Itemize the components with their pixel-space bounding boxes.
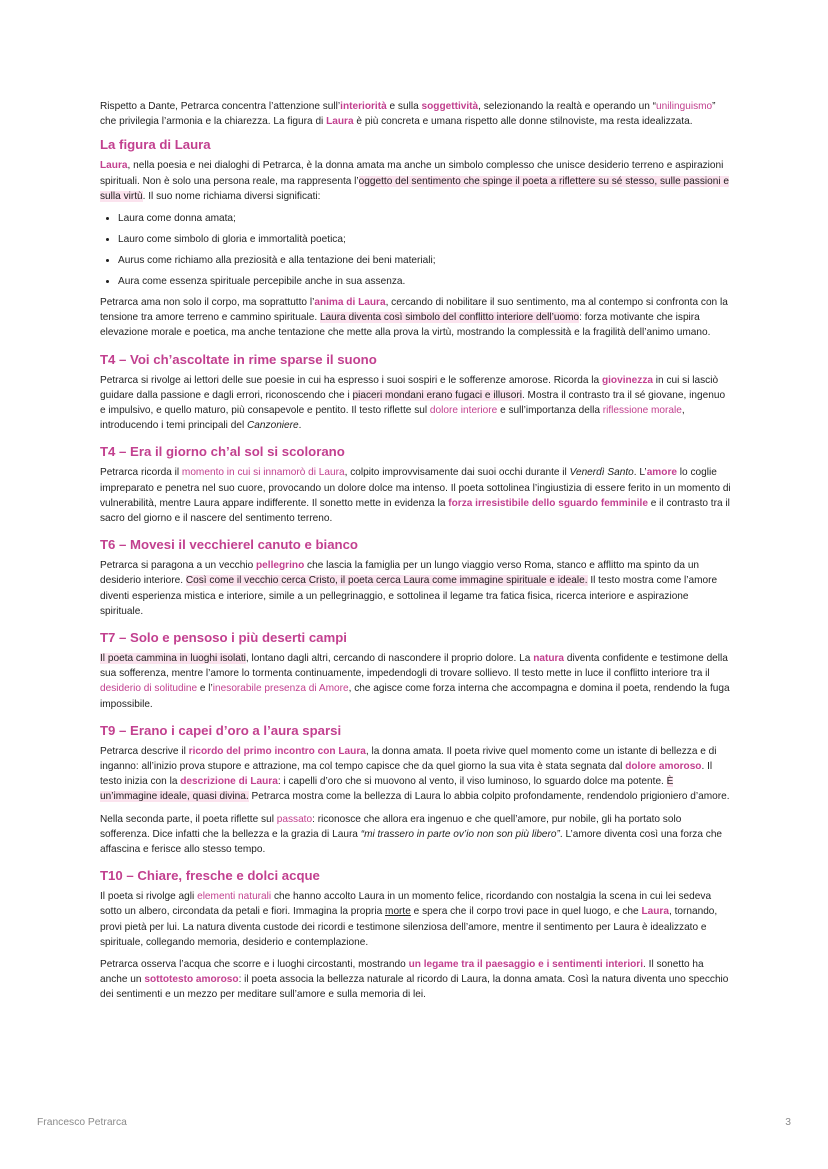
t6-paragraph: Petrarca si paragona a un vecchio pellegrino che lascia la famiglia per un lungo viaggio verso Roma, stanco e afflitto ma spinto da un desiderio interiore. Così come il vecchio cerca Cristo, il poeta cerca Laura come immagine spirituale e ideale. Il testo mostra come l’amore diventi esperienza mistica e interiore, simile a un pellegrinaggio, e sottolinea il legame tra fatica fisica, ricerca interiore e aspirazione spirituale. [100, 560, 718, 617]
list-item: • Aura come essenza spirituale percepibile anche in sua assenza. [118, 274, 732, 289]
t4-era-paragraph: Petrarca ricorda il momento in cui si innamorò di Laura, colpito improvvisamente dai suoi occhi durante il Venerdì Santo. L’amore lo coglie impreparato e penetra nel suo cuore, provocando un dolore dolce ma intenso. Il poeta sottolinea l’ingiustizia di essere ferito in un momento di vulnerabilità, mentre Laura appare indifferente. Il sonetto mette in evidenza la forza irresistibile dello sguardo femminile e il contrasto tra il sacro del giorno e il nascere del sentimento terreno. [100, 467, 731, 524]
laura-paragraph-1: Laura, nella poesia e nei dialoghi di Petrarca, è la donna amata ma anche un simbolo complesso che unisce desiderio terreno e aspirazioni spirituali. Non è solo una persona reale, ma rappresenta l’oggetto del sentimento che spinge il poeta a riflettere su sé stesso, sulle passioni e sulla virtù. Il suo nome richiama diversi significati: [100, 160, 729, 202]
t4-voi-paragraph: Petrarca si rivolge ai lettori delle sue poesie in cui ha espresso i suoi sospiri e le sofferenze amorose. Ricorda la giovinezza in cui si lasciò guidare dalla passione e dagli errori, riconoscendo che i piaceri mondani erano fugaci e illusori. Mostra il contrasto tra il sé giovane, ingenuo e impulsivo, e quello maturo, più consapevole e pentito. Il testo riflette sul dolore interiore e sull’importanza della riflessione morale, introducendo i temi principali del Canzoniere. [100, 374, 726, 432]
list-item: • Laura come donna amata; [118, 211, 732, 226]
t9-paragraph-1: Petrarca descrive il ricordo del primo incontro con Laura, la donna amata. Il poeta rivive quel momento come un istante di bellezza e di inganno: all’inizio prova stupore e attrazione, ma col tempo capisce che da quel giorno la sua vita è stata segnata dal dolore amoroso. Il testo inizia con la descrizione di Laura: i capelli d’oro che si muovono al vento, il viso luminoso, lo sguardo dolce ma potente. È un’immagine ideale, quasi divina. Petrarca mostra come la bellezza di Laura lo abbia colpito profondamente, rendendolo prigioniero d’amore. [100, 745, 730, 803]
section-heading-t9: T9 – Erano i capei d’oro a l’aura sparsi [100, 722, 342, 738]
section-heading-t6: T6 – Movesi il vecchierel canuto e bianco [100, 537, 358, 553]
t9-paragraph-2: Nella seconda parte, il poeta riflette sul passato: riconosce che allora era ingenuo e che quell’amore, pur nobile, gli ha portato solo sofferenza. Dice infatti che la bellezza e la grazia di Laura “mi trassero in parte ov’io non son più libero”. L’amore diventa così una forza che affascina e ferisce allo stesso tempo. [100, 813, 723, 855]
list-item: • Lauro come simbolo di gloria e immortalità poetica; [118, 232, 732, 247]
t10-paragraph-2: Petrarca osserva l’acqua che scorre e i luoghi circostanti, mostrando un legame tra il paesaggio e i sentimenti interiori. Il sonetto ha anche un sottotesto amoroso: il poeta associa la bellezza naturale al ricordo di Laura, la donna amata. Così la natura diventa uno specchio dei sentimenti e un mezzo per meditare sull’amore e sulla memoria di lei. [100, 958, 729, 1001]
list-item: • Aurus come richiamo alla preziosità e alla tentazione dei beni materiali; [118, 253, 732, 268]
intro-paragraph: Rispetto a Dante, Petrarca concentra l’attenzione sull’interiorità e sulla soggettività, selezionando la realtà e operando un “unilinguismo” che privilegia l’armonia e la chiarezza. La figura di Laura è più concreta e umana rispetto alle donne stilnoviste, ma resta idealizzata. [100, 101, 716, 128]
page-number: 3 [785, 1117, 791, 1128]
laura-meanings-list [100, 211, 732, 289]
section-heading-t10: T10 – Chiare, fresche e dolci acque [100, 868, 320, 884]
section-heading-t7: T7 – Solo e pensoso i più deserti campi [100, 629, 347, 645]
section-heading-laura: La figura di Laura [100, 137, 211, 153]
section-heading-t4-era: T4 – Era il giorno ch’al sol si scolorano [100, 444, 345, 460]
laura-paragraph-2: Petrarca ama non solo il corpo, ma soprattutto l’anima di Laura, cercando di nobilitare il suo sentimento, ma al contempo si confronta con la tensione tra amore terreno e cammino spirituale. Laura diventa così simbolo del conflitto interiore dell’uomo: forza motivante che ispira elevazione morale e poetica, ma anche tentazione che mette alla prova la virtù, mostrando la complessità e la fragilità dell’animo umano. [100, 296, 728, 339]
section-heading-t4-voi: T4 – Voi ch’ascoltate in rime sparse il suono [100, 351, 377, 367]
t10-paragraph-1: Il poeta si rivolge agli elementi naturali che hanno accolto Laura in un momento felice, ricordando con nostalgia la scena in cui lei sedeva sotto un albero, circondata da petali e fiori. Immagina la propria morte e spera che il corpo trovi pace in quel luogo, e che Laura, tornando, provi pietà per lui. La natura diventa custode dei ricordi e testimone silenziosa dell’amore, mentre il sentimento per Laura è idealizzato e spirituale, collegando memoria, desiderio e contemplazione. [100, 891, 718, 948]
footer-title: Francesco Petrarca [37, 1117, 127, 1128]
t7-paragraph: Il poeta cammina in luoghi isolati, lontano dagli altri, cercando di nascondere il proprio dolore. La natura diventa confidente e testimone della sua sofferenza, mentre l’amore lo tormenta continuamente, impedendogli di trovare sollievo. Il testo mette in luce il conflitto interiore tra il desiderio di solitudine e l’inesorabile presenza di Amore, che agisce come forza interna che accompagna e domina il poeta, rendendo la fuga impossibile. [100, 652, 730, 710]
document-body [100, 99, 732, 1010]
